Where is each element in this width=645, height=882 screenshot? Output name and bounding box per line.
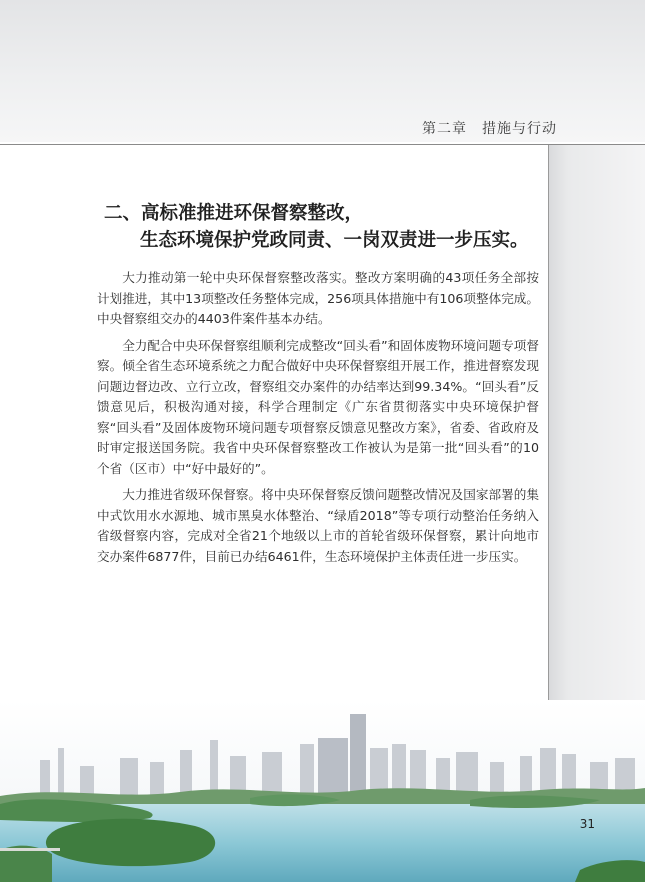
paragraph: 大力推动第一轮中央环保督察整改落实。整改方案明确的43项任务全部按计划推进，其中13项整改任务整体完成，256项具体措施中有106项整体完成。中央督察组交办的4403件案件基本办结。	[97, 270, 539, 326]
city-lake-illustration	[0, 700, 645, 882]
chapter-header: 第二章 措施与行动	[422, 121, 557, 137]
right-margin-divider	[548, 145, 549, 705]
page-number: 31	[579, 817, 595, 831]
section-heading-line1: 二、高标准推进环保督察整改，	[104, 203, 364, 224]
paragraph: 大力推进省级环保督察。将中央环保督察反馈问题整改情况及国家部署的集中式饮用水水源地、城市黑臭水体整治、“绿盾2018”等专项行动整治任务纳入省级督察内容，完成对全省21个地级以上市的首轮省级环保督察，累计向地市交办案件6877件，目前已办结6461件，生态环境保护主体责任进一步压实。	[97, 487, 539, 564]
section-heading	[104, 200, 544, 254]
paragraph: 全力配合中央环保督察组顺利完成整改“回头看”和固体废物环境问题专项督察。倾全省生态环境系统之力配合做好中央环保督察组开展工作，推进督察发现问题边督边改、立行立改，督察组交办案件的办结率达到99.34%。“回头看”反馈意见后，积极沟通对接，科学合理制定《广东省贯彻落实中央环境保护督察“回头看”及固体废物环境问题专项督察反馈意见整改方案》，省委、省政府及时审定报送国务院。我省中央环保督察整改工作被认为是第一批“回头看”的10个省（区市）中“好中最好的”。	[97, 337, 539, 476]
body-text	[97, 268, 539, 573]
right-margin-band	[549, 145, 645, 705]
section-heading-line2: 生态环境保护党政同责、一岗双责进一步压实。	[140, 230, 529, 251]
